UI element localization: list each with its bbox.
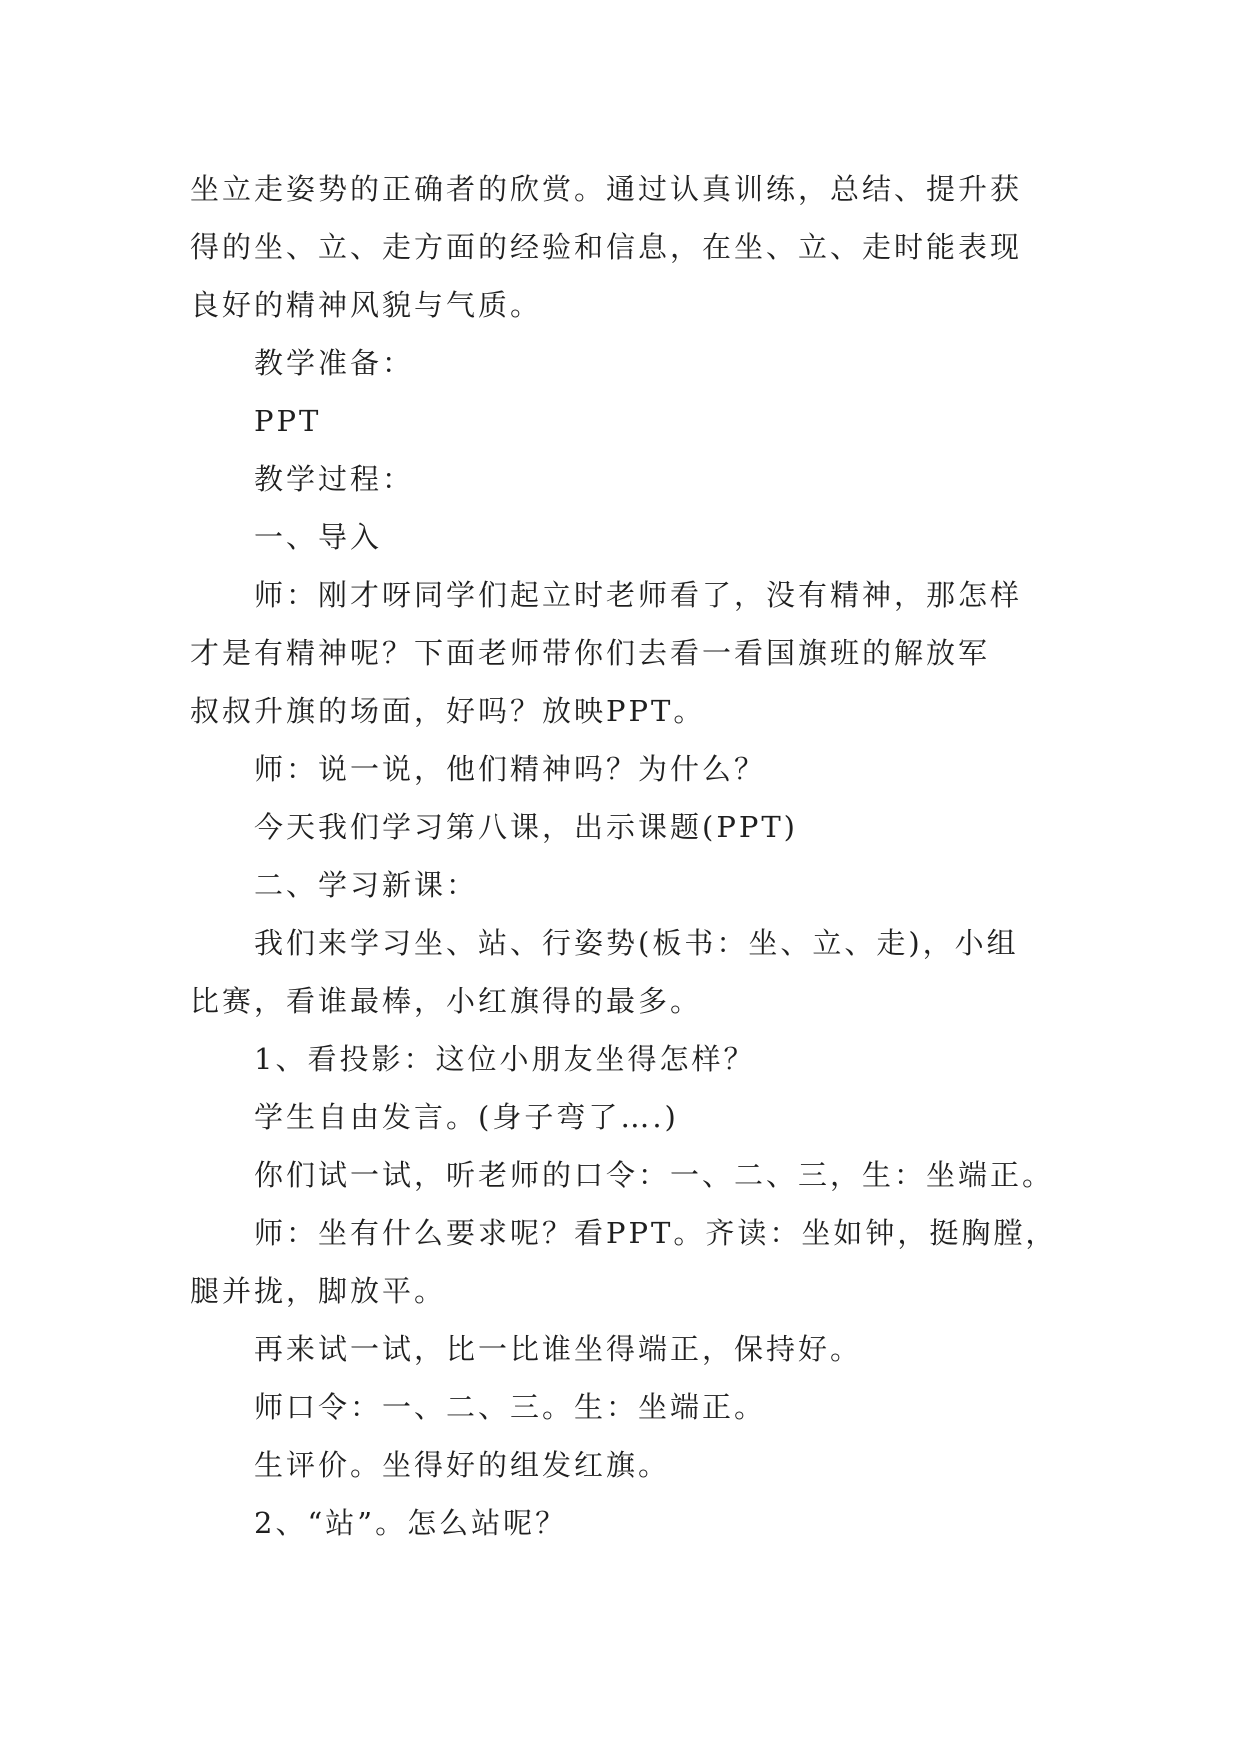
text-line: 腿并拢，脚放平。	[190, 1274, 447, 1308]
text-line: 师：刚才呀同学们起立时老师看了，没有精神，那怎样	[254, 578, 1023, 612]
text-line: 生评价。坐得好的组发红旗。	[254, 1448, 671, 1482]
text-line: 再来试一试，比一比谁坐得端正，保持好。	[254, 1332, 863, 1366]
text-line: 坐立走姿势的正确者的欣赏。通过认真训练，总结、提升获	[190, 172, 1023, 206]
text-line: 学生自由发言。(身子弯了….)	[254, 1100, 679, 1134]
text-line: 教学准备：	[254, 346, 415, 380]
text-line: 教学过程：	[254, 462, 415, 496]
text-line: 师：坐有什么要求呢？看PPT。齐读：坐如钟，挺胸膛，	[254, 1216, 1058, 1250]
text-line: 叔叔升旗的场面，好吗？放映PPT。	[190, 694, 706, 728]
text-line: 良好的精神风貌与气质。	[190, 288, 543, 322]
text-line: 今天我们学习第八课，出示课题(PPT)	[254, 810, 798, 844]
text-line: 师：说一说，他们精神吗？为什么？	[254, 752, 767, 786]
text-line: 师口令：一、二、三。生：坐端正。	[254, 1390, 767, 1424]
text-line: 才是有精神呢？下面老师带你们去看一看国旗班的解放军	[190, 636, 991, 670]
text-line: 比赛，看谁最棒，小红旗得的最多。	[190, 984, 703, 1018]
text-line: 1、看投影：这位小朋友坐得怎样？	[254, 1042, 756, 1076]
text-line: 2、“站”。怎么站呢？	[254, 1506, 568, 1540]
document-body	[190, 160, 1070, 1552]
text-line: 得的坐、立、走方面的经验和信息，在坐、立、走时能表现	[190, 230, 1023, 264]
text-line: 二、学习新课：	[254, 868, 479, 902]
text-line: 一、导入	[254, 520, 383, 554]
text-line: PPT	[254, 404, 322, 438]
text-line: 我们来学习坐、站、行姿势(板书：坐、立、走)，小组	[254, 926, 1019, 960]
text-line: 你们试一试，听老师的口令：一、二、三，生：坐端正。	[254, 1158, 1055, 1192]
